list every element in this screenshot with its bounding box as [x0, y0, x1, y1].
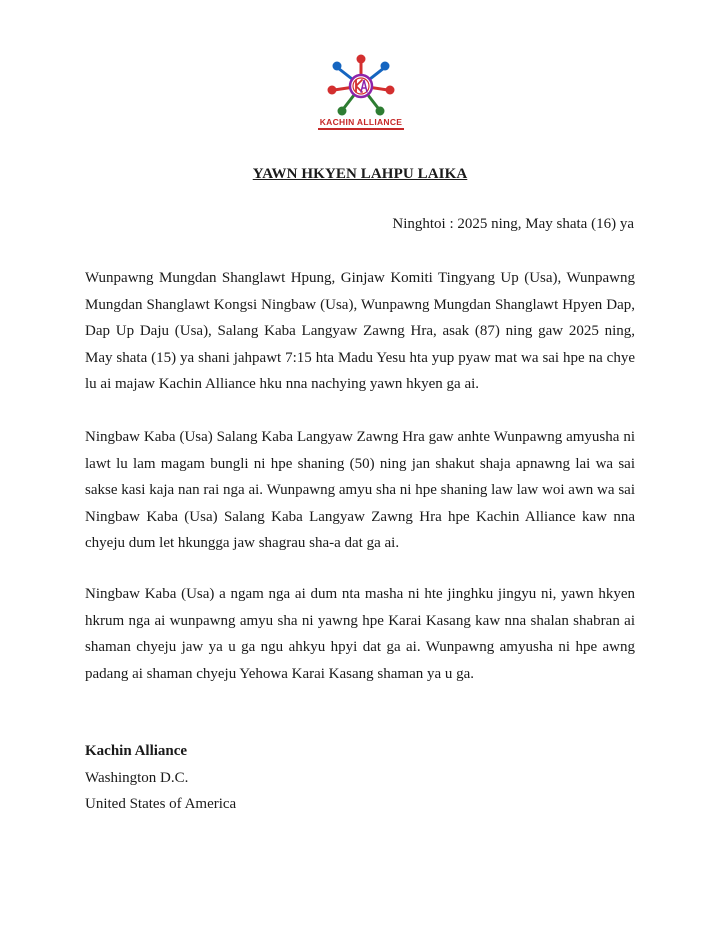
- signature-block: [85, 738, 236, 818]
- document-title: YAWN HKYEN LAHPU LAIKA: [252, 166, 468, 182]
- paragraph-1: Wunpawng Mungdan Shanglawt Hpung, Ginjaw Komiti Tingyang Up (Usa), Wunpawng Mungdan Shanglawt Kongsi Ningbaw (Usa), Wunpawng Mungdan Shanglawt Hpyen Dap, Dap Up Daju (Usa), Salang Kaba Langyaw Zawng Hra, asak (87) ning gaw 2025 ning, May shata (15) ya shani jahpawt 7:15 hta Madu Yesu hta yup pyaw mat wa sai hpe na chye lu ai majaw Kachin Alliance hku nna nachying yawn hkyen ga ai.: [85, 270, 635, 392]
- paragraph-3: Ningbaw Kaba (Usa) a ngam nga ai dum nta masha ni hte jinghku jingyu ni, yawn hkyen hkrum nga ai wunpawng amyu sha ni yawng hpe Karai Kasang kaw nna shalan shabran ai shaman chyeju jaw ya u ga ngu ahkyu hpyi dat ga ai. Wunpawng amyusha ni hpe awng padang ai shaman chyeju Yehowa Karai Kasang shaman ya u ga.: [85, 586, 635, 682]
- document-date: Ninghtoi : 2025 ning, May shata (16) ya: [392, 216, 634, 232]
- logo-underline: [318, 128, 404, 130]
- logo-wordmark: KACHIN ALLIANCE: [319, 117, 403, 127]
- signature-city: Washington D.C.: [85, 769, 189, 786]
- paragraph-2: Ningbaw Kaba (Usa) Salang Kaba Langyaw Zawng Hra gaw anhte Wunpawng amyusha ni lawt lu lam magam bungli ni hpe shaning (50) ning jan shakut shaja apnawng lai wa sai sakse kasi kaja nan rai nga ai. Wunpawng amyu sha ni hpe shaning law law woi awn wa sai Ningbaw Kaba (Usa) Salang Kaba Langyaw Zawng Hra hpe Kachin Alliance kaw nna chyeju dum let hkungga jaw shagrau sha-a dat ga ai.: [85, 429, 635, 551]
- signature-country: United States of America: [85, 796, 237, 812]
- signature-org: Kachin Alliance: [85, 743, 188, 759]
